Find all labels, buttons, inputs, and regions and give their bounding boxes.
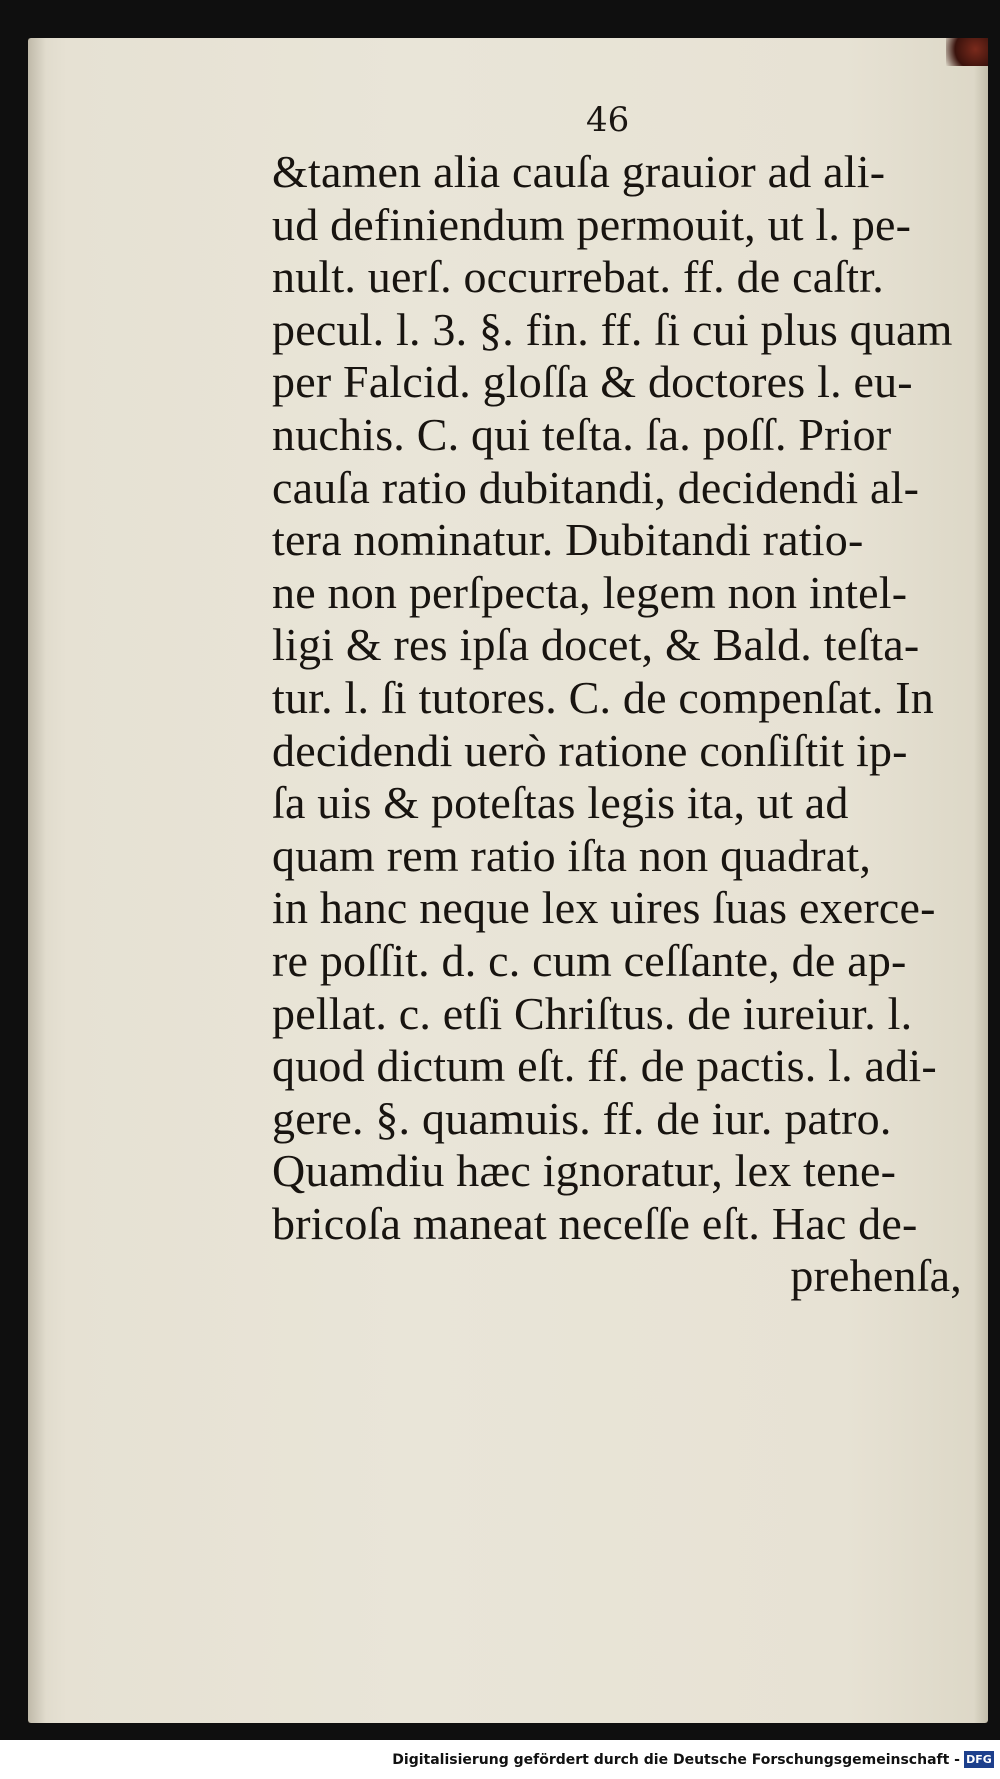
text-line: ne non perſpecta, legem non intel‐ [272,566,908,618]
text-line: ligi & res ipſa docet, & Bald. teſta‐ [272,619,920,671]
page-number: 46 [586,100,630,140]
text-line: cauſa ratio dubitandi, decidendi al‐ [272,461,920,513]
text-line: in hanc neque lex uires ſuas exerce‐ [272,882,936,934]
corner-stain [946,38,988,66]
catchword: prehenſa, [790,1250,962,1302]
text-line: pecul. l. 3. §. fin. ff. ſi cui plus quam [272,303,953,355]
text-line: decidendi uerò ratione conſiſtit ip‐ [272,724,908,776]
text-line: tera nominatur. Dubitandi ratio‐ [272,514,864,566]
page-text-block [272,146,962,1303]
funding-credit: Digitalisierung gefördert durch die Deutsche Forschungsgemeinschaft - [392,1752,960,1768]
text-line: bricoſa maneat neceſſe eſt. Hac de‐ [272,1197,918,1249]
text-line: re poſſit. d. c. cum ceſſante, de ap‐ [272,934,907,986]
text-line: tur. l. ſi tutores. C. de compenſat. In [272,671,934,723]
text-line: Quamdiu hæc ignoratur, lex tene‐ [272,1145,897,1197]
text-line: &tamen alia cauſa grauior ad ali‐ [272,146,886,197]
page-gutter-shadow [28,38,46,1723]
text-line: ud definiendum permouit, ut l. pe‐ [272,198,912,250]
text-line: ſa uis & poteſtas legis ita, ut ad [272,777,849,829]
text-line: per Falcid. gloſſa & doctores l. eu‐ [272,356,913,408]
text-line: nuchis. C. qui teſta. ſa. poſſ. Prior [272,408,892,460]
text-line: quod dictum eſt. ff. de pactis. l. adi‐ [272,1040,937,1092]
digitization-footer [0,1744,1000,1779]
dfg-logo: DFG [964,1751,994,1768]
text-line: nult. uerſ. occurrebat. ff. de caſtr. [272,251,884,303]
text-line: quam rem ratio iſta non quadrat, [272,829,872,881]
text-line: gere. §. quamuis. ff. de iur. patro. [272,1092,892,1144]
page-edge-shadow [974,38,988,1723]
text-line: pellat. c. etſi Chriſtus. de iureiur. l. [272,987,913,1039]
